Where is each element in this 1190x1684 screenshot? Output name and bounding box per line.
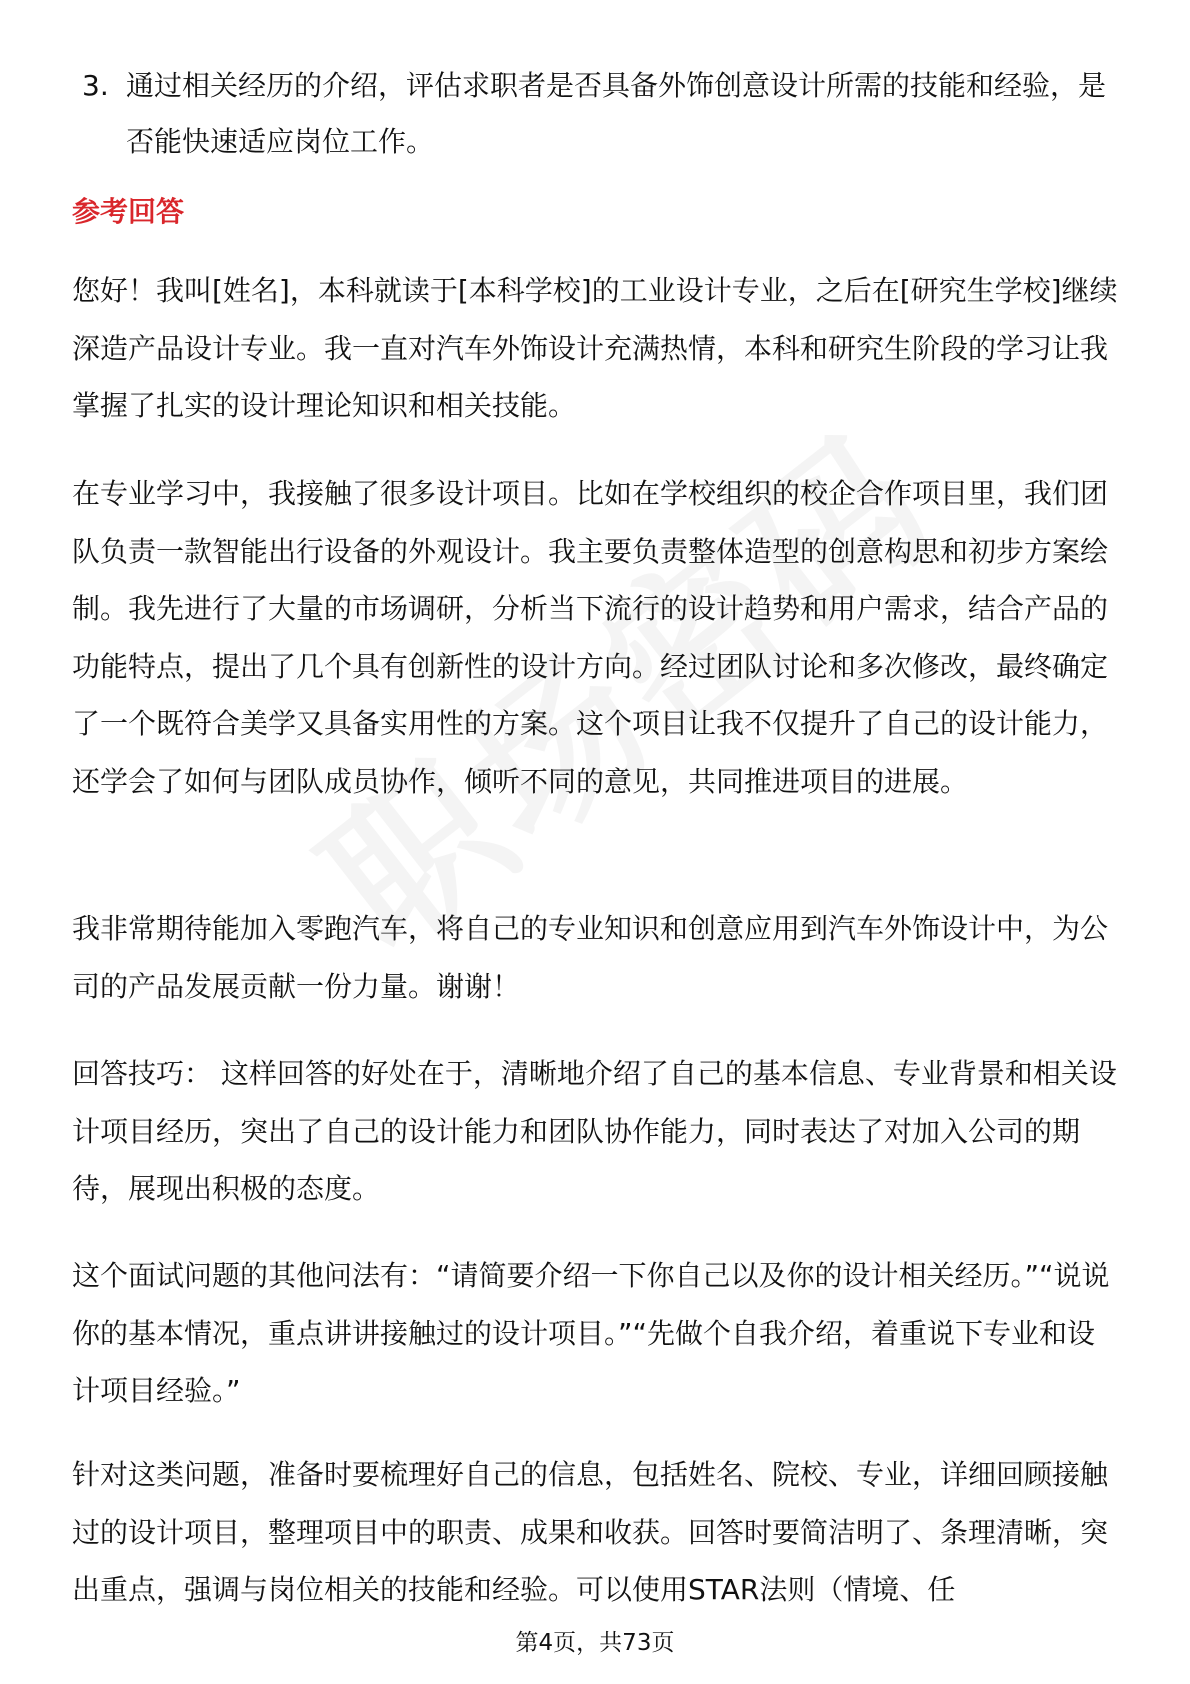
answer-tips-paragraph: 回答技巧： 这样回答的好处在于，清晰地介绍了自己的基本信息、专业背景和相关设计项目经历，突出了自己的设计能力和团队协作能力，同时表达了对加入公司的期待，展现出积极的态度。 <box>72 1057 1117 1205</box>
answer-paragraph-closing: 我非常期待能加入零跑汽车，将自己的专业知识和创意应用到汽车外饰设计中，为公司的产品发展贡献一份力量。谢谢！ <box>72 912 1109 1003</box>
page-footer: 第4页，共73页 <box>515 1630 675 1656</box>
answer-paragraph-intro: 您好！我叫[姓名]，本科就读于[本科学校]的工业设计专业，之后在[研究生学校]继续深造产品设计专业。我一直对汽车外饰设计充满热情，本科和研究生阶段的学习让我掌握了扎实的设计理论知识和相关技能。 <box>72 274 1118 422</box>
alternative-questions-paragraph: 这个面试问题的其他问法有：“请简要介绍一下你自己以及你的设计相关经历。”“说说你的基本情况，重点讲讲接触过的设计项目。”“先做个自我介绍，着重说下专业和设计项目经验。” <box>72 1259 1110 1407</box>
list-item-number: 3. <box>82 69 109 102</box>
list-item-text: 通过相关经历的介绍，评估求职者是否具备外饰创意设计所需的技能和经验，是否能快速适应岗位工作。 <box>126 69 1107 158</box>
preparation-advice-paragraph: 针对这类问题，准备时要梳理好自己的信息，包括姓名、院校、专业，详细回顾接触过的设计项目，整理项目中的职责、成果和收获。回答时要简洁明了、条理清晰，突出重点，强调与岗位相关的技能和经验。可以使用STAR法则（情境、任 <box>72 1458 1109 1606</box>
answer-paragraph-project: 在专业学习中，我接触了很多设计项目。比如在学校组织的校企合作项目里，我们团队负责一款智能出行设备的外观设计。我主要负责整体造型的创意构思和初步方案绘制。我先进行了大量的市场调研，分析当下流行的设计趋势和用户需求，结合产品的功能特点，提出了几个具有创新性的设计方向。经过团队讨论和多次修改，最终确定了一个既符合美学又具备实用性的方案。这个项目让我不仅提升了自己的设计能力，还学会了如何与团队成员协作，倾听不同的意见，共同推进项目的进展。 <box>72 477 1109 798</box>
numbered-list-item <box>82 58 1132 170</box>
section-heading: 参考回答 <box>72 195 185 228</box>
